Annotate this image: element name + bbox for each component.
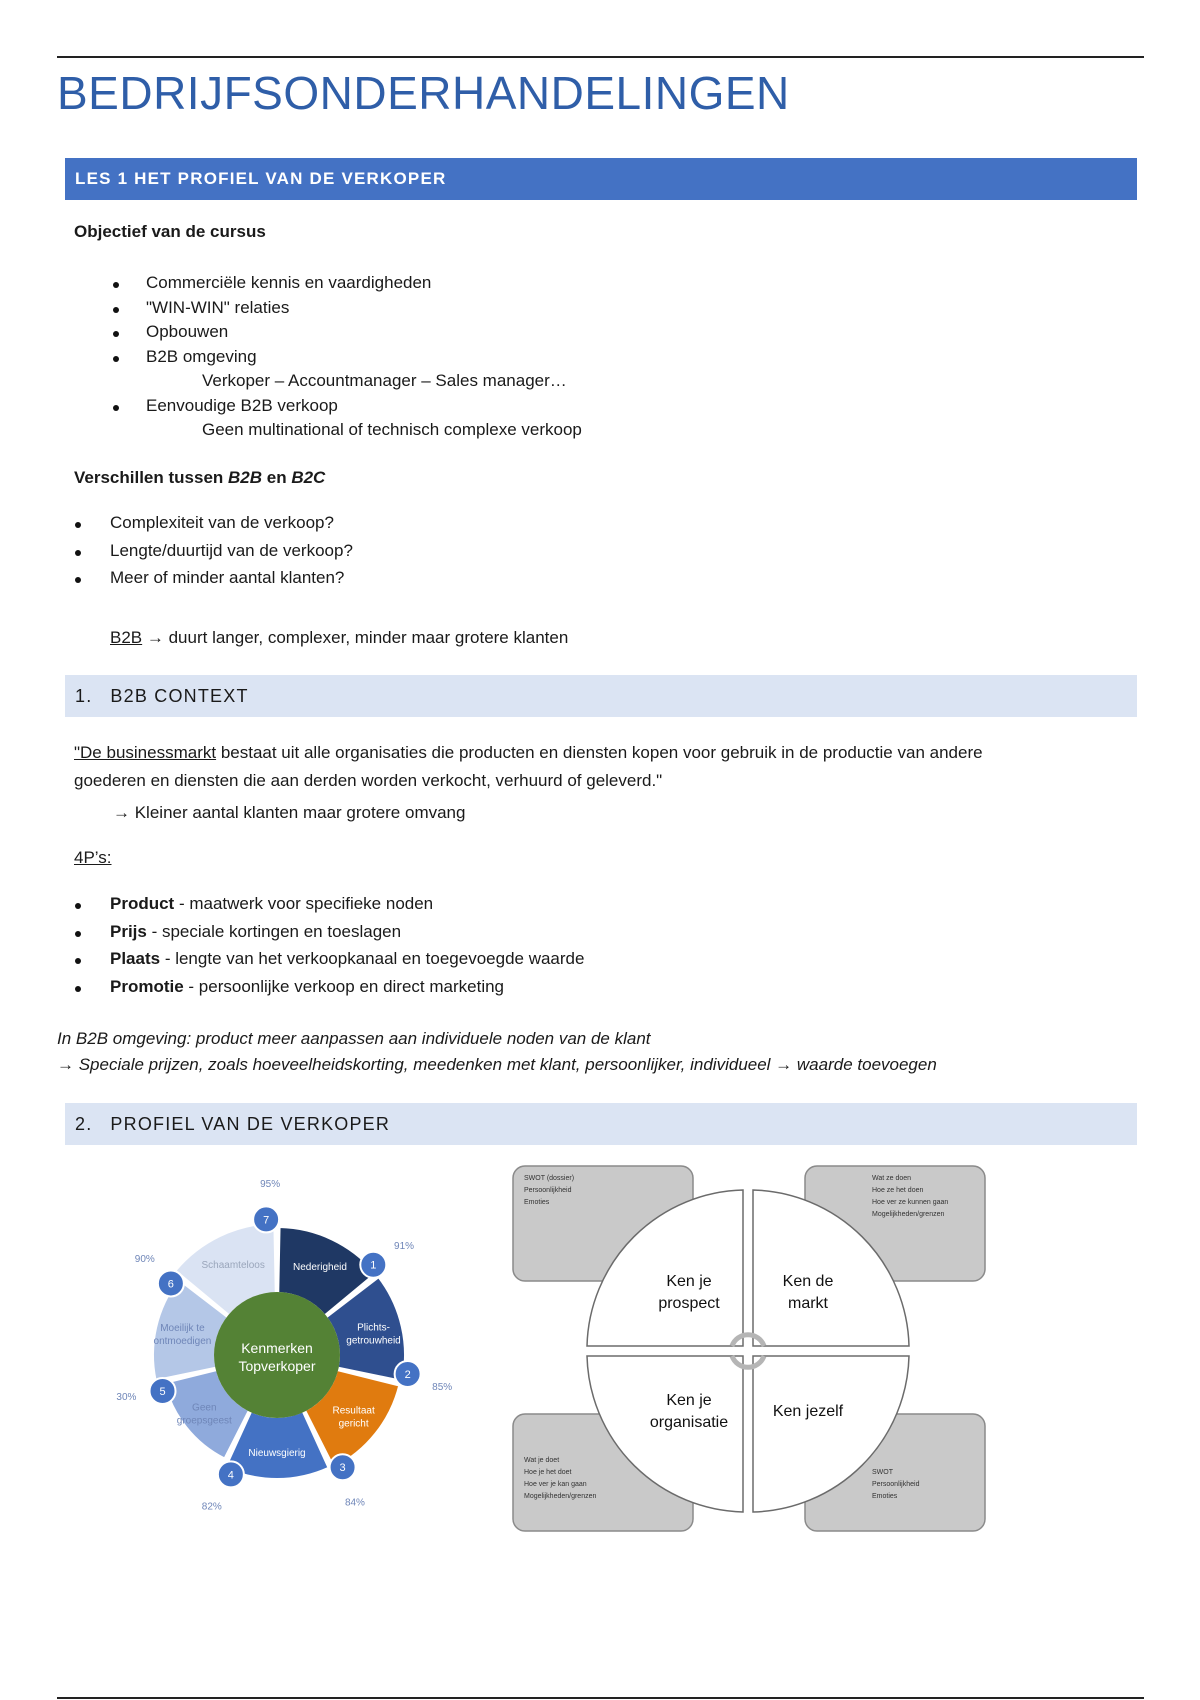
segment-number: 3 (339, 1462, 346, 1475)
differences-heading-b2c: B2C (291, 468, 326, 487)
fourp-desc: - lengte van het verkoopkanaal en toegevoegde waarde (160, 949, 585, 968)
segment-label: Resultaat (332, 1405, 375, 1417)
segment-number: 1 (370, 1259, 377, 1272)
businessmarkt-quote (74, 741, 983, 765)
segment-percent: 82% (201, 1501, 222, 1513)
list-item: Commerciële kennis en vaardigheden (146, 273, 582, 298)
section-number: 2. (75, 1113, 93, 1134)
top-rule (57, 56, 1144, 58)
segment-label: gericht (338, 1418, 369, 1430)
quad-bl-line1: Ken je (666, 1392, 712, 1409)
list-item: Opbouwen (146, 322, 582, 347)
note-item: Persoonlijkheid (872, 1481, 920, 1488)
kenmerken-wheel (65, 1175, 485, 1535)
bottom-rule (57, 1697, 1144, 1699)
segment-number: 5 (159, 1385, 166, 1398)
b2b-conclusion-label: B2B (110, 628, 143, 647)
fourp-term: Product (110, 894, 175, 913)
list-item: Eenvoudige B2B verkoop (146, 396, 582, 421)
segment-percent: 95% (260, 1179, 281, 1191)
segment-label: groepsgeest (176, 1415, 232, 1427)
quad-br-line1: Ken jezelf (772, 1403, 844, 1420)
section-heading: PROFIEL VAN DE VERKOPER (110, 1113, 391, 1134)
list-item: Lengte/duurtijd van de verkoop? (110, 541, 353, 569)
segment-label: Moeilijk te (160, 1322, 205, 1334)
note-item: Mogelijkheden/grenzen (524, 1493, 597, 1500)
differences-heading (74, 466, 325, 490)
segment-label: Nederigheid (292, 1261, 347, 1273)
list-subitem: Geen multinational of technisch complexe verkoop (202, 420, 582, 439)
list-subitem: Verkoper – Accountmanager – Sales manager… (202, 371, 567, 390)
segment-label: getrouwheid (346, 1335, 401, 1347)
note-item: Emoties (524, 1199, 550, 1206)
list-item: Complexiteit van de verkoop? (110, 513, 353, 541)
fourp-desc: - maatwerk voor specifieke noden (174, 894, 434, 913)
objectives-list (146, 273, 582, 445)
quad-tr-line1: Ken de (782, 1273, 834, 1290)
segment-label: Nieuwsgierig (248, 1448, 306, 1459)
cycle-arrows-icon (732, 1335, 764, 1368)
wheel-center-line1: Kenmerken (241, 1340, 313, 1356)
section-profiel (65, 1103, 1137, 1145)
note-item: Hoe ze het doen (872, 1187, 924, 1194)
note-item: Hoe je het doet (524, 1469, 572, 1476)
fourp-desc: - speciale kortingen en toeslagen (146, 921, 402, 941)
quad-bl-line2: organisatie (649, 1414, 729, 1431)
section-number: 1. (75, 685, 93, 706)
b2b-conclusion (110, 626, 568, 650)
segment-percent: 91% (394, 1241, 415, 1253)
section-b2b-context (65, 675, 1137, 717)
quote-line-1: bestaat uit alle organisaties die producten en diensten kopen voor gebruik in de productie van andere (216, 743, 983, 762)
lesson-heading: LES 1 HET PROFIEL VAN DE VERKOPER (75, 169, 447, 188)
note-item: Wat ze doen (872, 1175, 912, 1182)
segment-percent: 85% (432, 1381, 453, 1393)
note-item: Hoe ver ze kunnen gaan (872, 1199, 949, 1206)
list-item: Meer of minder aantal klanten? (110, 568, 353, 596)
four-p-label: 4P’s: (74, 848, 112, 867)
segment-percent: 90% (134, 1253, 155, 1265)
segment-percent: 84% (344, 1497, 365, 1509)
fourp-desc: - persoonlijke verkoop en direct marketing (183, 976, 505, 996)
note-item: Mogelijkheden/grenzen (872, 1211, 945, 1218)
list-item (110, 922, 584, 950)
segment-label: Schaamteloos (201, 1260, 265, 1272)
objective-heading: Objectief van de cursus (74, 222, 266, 241)
italic-line-2: → Speciale prijzen, zoals hoeveelheidskorting, meedenken met klant, persoonlijker, individueel → waarde toevoegen (57, 1055, 937, 1074)
four-p-list (110, 894, 584, 1004)
section-heading: B2B CONTEXT (110, 685, 249, 706)
differences-heading-b2b: B2B (228, 468, 263, 487)
quad-tr-line2: markt (788, 1295, 828, 1312)
segment-number: 6 (167, 1278, 174, 1291)
list-item (110, 894, 584, 922)
list-item: "WIN-WIN" relaties (146, 298, 582, 323)
segment-percent: 30% (116, 1391, 137, 1403)
list-item: B2B omgeving (146, 347, 582, 372)
segment-number: 2 (404, 1368, 411, 1381)
differences-heading-text: Verschillen tussen (74, 468, 229, 487)
list-item (110, 977, 584, 1005)
ken-quadrant-diagram (510, 1160, 1000, 1540)
differences-heading-en: en (262, 468, 292, 487)
b2b-conclusion-text: → duurt langer, complexer, minder maar grotere klanten (146, 628, 569, 647)
document-title: BEDRIJFSONDERHANDELINGEN (57, 67, 790, 119)
fourp-term: Prijs (110, 921, 147, 941)
note-item: SWOT (dossier) (524, 1175, 575, 1182)
note-item: Wat je doet (524, 1457, 560, 1464)
wheel-center-line2: Topverkoper (238, 1358, 316, 1374)
note-item: SWOT (872, 1469, 893, 1476)
italic-line-1: In B2B omgeving: product meer aanpassen aan individuele noden van de klant (57, 1029, 651, 1048)
fourp-term: Plaats (110, 949, 161, 968)
segment-number: 4 (227, 1469, 234, 1482)
note-item: Emoties (872, 1493, 898, 1500)
list-item (110, 949, 584, 977)
note-item: Persoonlijkheid (524, 1187, 572, 1194)
segment-label: ontmoedigen (153, 1335, 212, 1347)
quad-tl-line2: prospect (658, 1295, 720, 1312)
quote-label: "De businessmarkt (74, 743, 217, 762)
fourp-term: Promotie (110, 976, 184, 996)
quote-line-2: goederen en diensten die aan derden worden verkocht, verhuurd of geleverd." (74, 771, 663, 790)
differences-list (110, 513, 353, 596)
quad-tl-line1: Ken je (666, 1273, 712, 1290)
arrow-line: → Kleiner aantal klanten maar grotere omvang (113, 803, 466, 822)
segment-label: Geen (192, 1402, 217, 1414)
segment-number: 7 (263, 1214, 270, 1227)
segment-label: Plichts- (357, 1322, 390, 1334)
note-item: Hoe ver je kan gaan (524, 1481, 587, 1488)
lesson-banner (65, 158, 1137, 200)
